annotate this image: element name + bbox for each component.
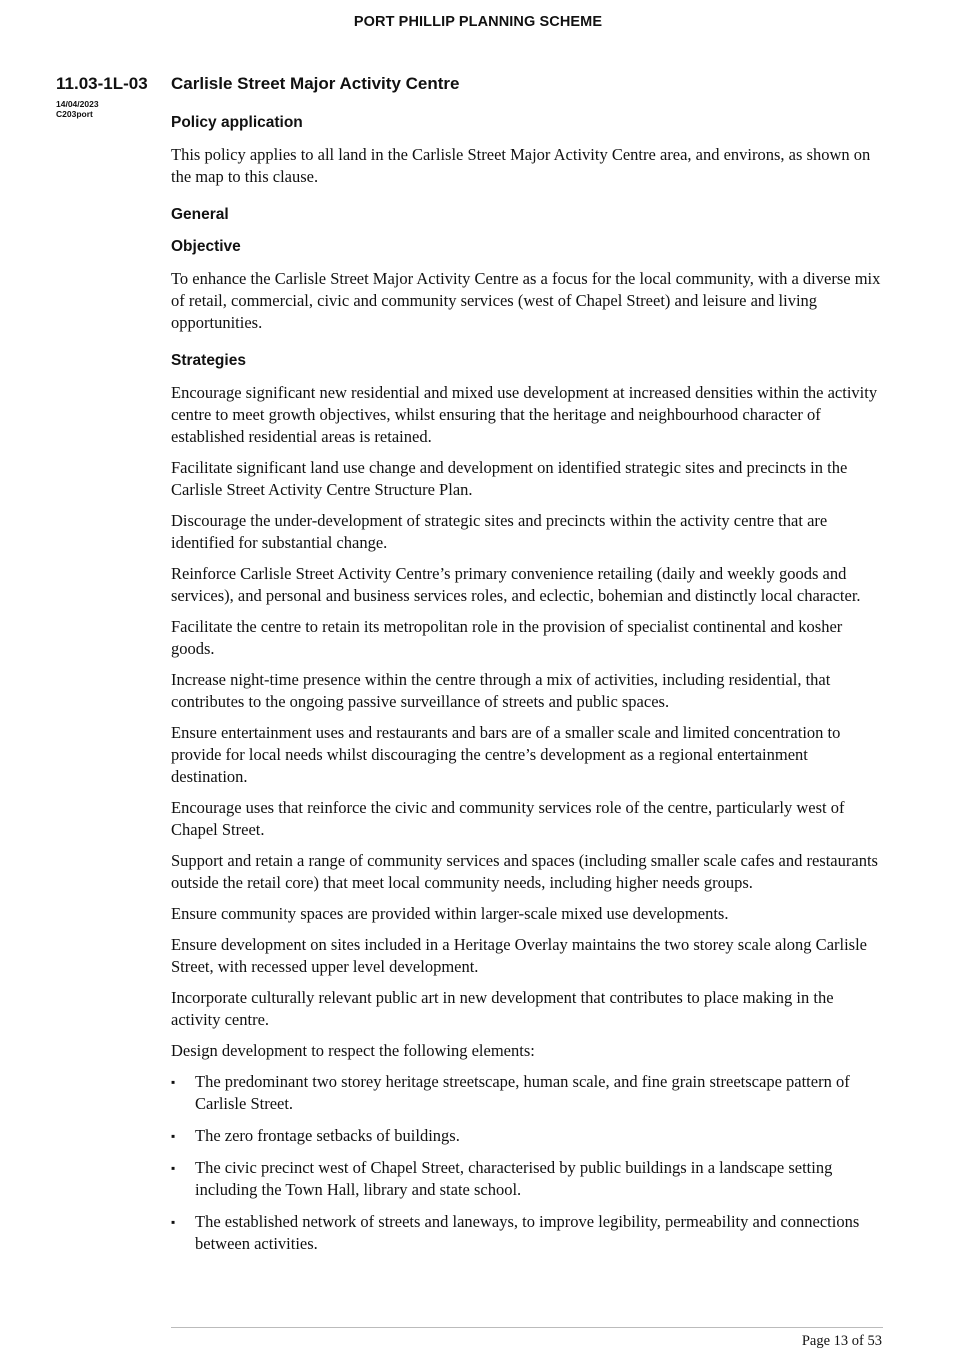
- strategy-paragraph: Support and retain a range of community services and spaces (including smaller scale cafes and restaurants outside the retail core) that meet local community needs, including higher needs groups.: [171, 851, 878, 892]
- objective-text: To enhance the Carlisle Street Major Activity Centre as a focus for the local community, with a diverse mix of retail, commercial, civic and community services (west of Chapel Street) and leisure and living opportunities.: [171, 269, 881, 332]
- policy-application-heading: Policy application: [171, 114, 303, 131]
- general-heading: General: [171, 206, 229, 223]
- footer-divider: [171, 1327, 883, 1328]
- strategy-paragraph: Ensure entertainment uses and restaurants and bars are of a smaller scale and limited concentration to provide for local needs whilst discouraging the centre’s development as a regional entertainment destination.: [171, 723, 841, 786]
- clause-body: [171, 112, 883, 1265]
- bullet-icon: ▪: [171, 1161, 176, 1175]
- list-item-text: The civic precinct west of Chapel Street, characterised by public buildings in a landscape setting including the Town Hall, library and state school.: [195, 1158, 833, 1199]
- list-item: [171, 1157, 883, 1201]
- strategies-heading: Strategies: [171, 352, 246, 369]
- strategy-paragraph: Design development to respect the following elements:: [171, 1041, 535, 1060]
- clause-amendment: C203port: [56, 109, 93, 119]
- strategy-paragraph: Ensure development on sites included in a Heritage Overlay maintains the two storey scale along Carlisle Street, with recessed upper level development.: [171, 935, 868, 976]
- list-item-text: The established network of streets and laneways, to improve legibility, permeability and connections between activities.: [195, 1212, 860, 1253]
- strategy-paragraph: Incorporate culturally relevant public art in new development that contributes to place making in the activity centre.: [171, 988, 834, 1029]
- bullet-icon: ▪: [171, 1129, 176, 1143]
- clause-meta: [56, 99, 99, 119]
- strategies-list: [171, 382, 883, 1062]
- clause-number: 11.03-1L-03: [56, 74, 148, 93]
- clause-date: 14/04/2023: [56, 99, 99, 109]
- scheme-title: PORT PHILLIP PLANNING SCHEME: [353, 14, 603, 30]
- bullet-icon: ▪: [171, 1215, 176, 1229]
- strategy-paragraph: Discourage the under-development of strategic sites and precincts within the activity centre that are identified for substantial change.: [171, 511, 828, 552]
- page-number: Page 13 of 53: [801, 1333, 882, 1349]
- strategy-paragraph: Encourage uses that reinforce the civic and community services role of the centre, particularly west of Chapel Street.: [171, 798, 845, 839]
- policy-application-text: This policy applies to all land in the Carlisle Street Major Activity Centre area, and environs, as shown on the map to this clause.: [171, 145, 871, 186]
- clause-title: Carlisle Street Major Activity Centre: [171, 74, 460, 93]
- strategy-paragraph: Encourage significant new residential and mixed use development at increased densities within the activity centre to meet growth objectives, whilst ensuring that the heritage and neighbourhood character of established residential areas is retained.: [171, 383, 878, 446]
- list-item-text: The zero frontage setbacks of buildings.: [195, 1126, 460, 1145]
- strategy-paragraph: Increase night-time presence within the centre through a mix of activities, including residential, that contributes to the ongoing passive surveillance of streets and public spaces.: [171, 670, 831, 711]
- bullet-icon: ▪: [171, 1075, 176, 1089]
- list-item: [171, 1125, 883, 1147]
- strategy-paragraph: Facilitate significant land use change and development on identified strategic sites and precincts in the Carlisle Street Activity Centre Structure Plan.: [171, 458, 848, 499]
- strategy-paragraph: Ensure community spaces are provided within larger-scale mixed use developments.: [171, 904, 729, 923]
- strategy-paragraph: Facilitate the centre to retain its metropolitan role in the provision of specialist continental and kosher goods.: [171, 617, 843, 658]
- objective-heading: Objective: [171, 238, 241, 255]
- list-item: [171, 1071, 883, 1115]
- list-item-text: The predominant two storey heritage streetscape, human scale, and fine grain streetscape pattern of Carlisle Street.: [195, 1072, 850, 1113]
- design-elements-list: [171, 1071, 883, 1255]
- list-item: [171, 1211, 883, 1255]
- strategy-paragraph: Reinforce Carlisle Street Activity Centre’s primary convenience retailing (daily and weekly goods and services), and personal and business services roles, and eclectic, bohemian and distinctly local character.: [171, 564, 861, 605]
